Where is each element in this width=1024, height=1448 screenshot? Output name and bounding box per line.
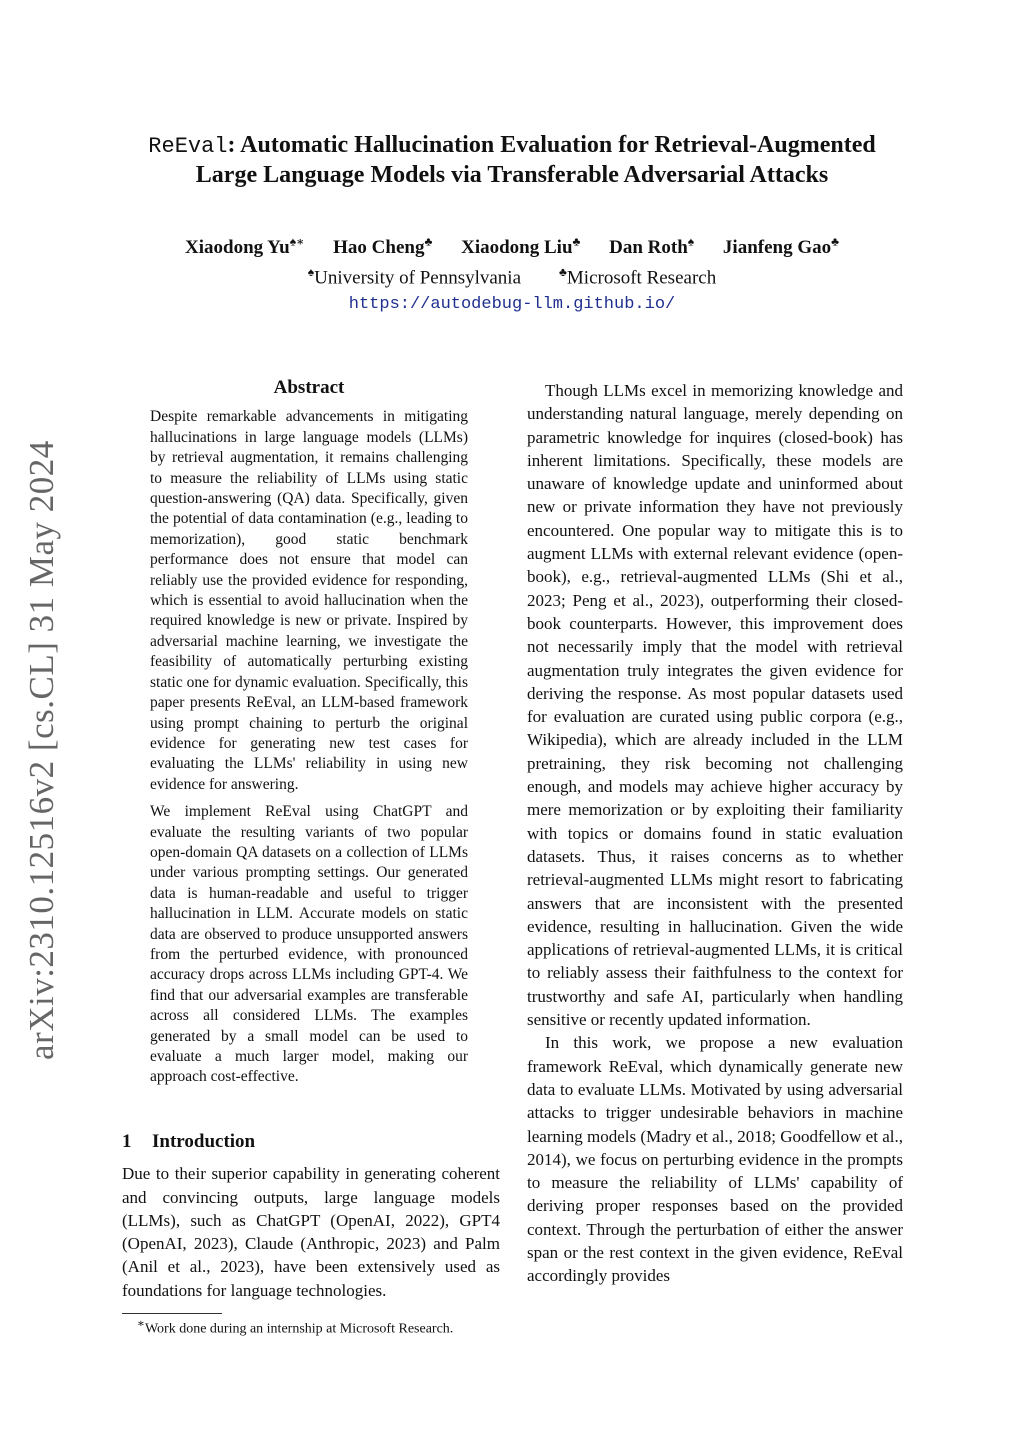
- affiliation-upenn: University of Pennsylvania: [314, 267, 522, 289]
- right-paragraph-2: In this work, we propose a new evaluation framework ReEval, which dynamically generate new data to evaluate LLMs. Motivated by using adversarial attacks to trigger undesirable behaviors in machine learning models (Madry et al., 2018; Goodfellow et al., 2014), we focus on perturbing evidence in the prompts to measure the reliability of LLMs' capability of deriving proper responses based on the provided context. Through the perturbation of either the answer span or the rest context in the given evidence, ReEval accordingly provides: [527, 1033, 903, 1286]
- author: Xiaodong Liu♣: [461, 235, 581, 259]
- footnote-rule: [122, 1313, 222, 1314]
- author: Hao Cheng♣: [333, 235, 433, 259]
- section-heading: [122, 1130, 500, 1153]
- footnote: [137, 1316, 453, 1338]
- author: Xiaodong Yu♠∗: [185, 235, 305, 259]
- author-names: [100, 230, 924, 260]
- section-number: 1: [122, 1131, 132, 1152]
- abstract-heading: Abstract: [273, 377, 345, 398]
- right-paragraph-1: Though LLMs excel in memorizing knowledge and understanding natural language, merely depending on parametric knowledge for inquires (closed-book) has inherent limitations. Specifically, these models are unaware of knowledge update and uninformed about new or private information they have not previously encountered. One popular way to mitigate this is to augment LLMs with external relevant evidence (open-book), e.g., retrieval-augmented LLMs (Shi et al., 2023; Peng et al., 2023), outperforming their closed-book counterparts. However, this improvement does not necessarily imply that the model with retrieval augmentation truly integrates the given evidence for deriving the response. As most popular datasets used for evaluation are curated using public corpora (e.g., Wikipedia), which are already included in the LLM pretraining, they risk becoming not challenging enough, and models may achieve higher accuracy by mere memorization or by exploiting their familiarity with topics or domains found in static evaluation datasets. Thus, it raises concerns as to whether retrieval-augmented LLMs might resort to fabricating answers that are inconsistent with the presented evidence, resulting in hallucination. Given the wide applications of retrieval-augmented LLMs, it is critical to reliably assess their faithfulness to the context for trustworthy and safe AI, particularly when handling sensitive or recently updated information.: [527, 381, 903, 1030]
- affiliation-microsoft: Microsoft Research: [566, 267, 717, 289]
- author: Jianfeng Gao♣: [722, 235, 839, 259]
- title-line-2: Large Language Models via Transferable Adversarial Attacks: [195, 162, 829, 188]
- affiliation-mark: ♠: [307, 265, 315, 280]
- title-line-1: : Automatic Hallucination Evaluation for Retrieval-Augmented: [227, 132, 876, 158]
- intro-paragraph-1: Due to their superior capability in generating coherent and convincing outputs, large language models (LLMs), such as ChatGPT (OpenAI, 2022), GPT4 (OpenAI, 2023), Claude (Anthropic, 2023) and Palm (Anil et al., 2023), have been extensively used as foundations for language technologies.: [122, 1164, 500, 1300]
- author-block: [100, 230, 924, 317]
- paper-title: [100, 131, 924, 190]
- right-column: [527, 379, 903, 1288]
- project-url-link[interactable]: https://autodebug-llm.github.io/: [348, 294, 676, 314]
- affiliation-mark: ♣: [559, 265, 567, 280]
- footnote-text: Work done during an internship at Microsoft Research.: [144, 1321, 454, 1337]
- abstract-section: [150, 378, 468, 1095]
- footnote-mark: ∗: [137, 1317, 145, 1330]
- author: Dan Roth♠: [609, 235, 695, 259]
- system-name: ReEval: [148, 134, 228, 159]
- abstract-paragraph-2: We implement ReEval using ChatGPT and evaluate the resulting variants of two popular open-domain QA datasets on a collection of LLMs under various prompting settings. Our generated data is human-readable and useful to trigger hallucination in LLM. Accurate models on static data are observed to produce unsupported answers from the perturbed evidence, with pronounced accuracy drops across LLMs including GPT-4. We find that our adversarial examples are transferable across all considered LLMs. The examples generated by a small model can be used to evaluate a much larger model, making our approach cost-effective.: [150, 803, 468, 1086]
- arxiv-identifier: arXiv:2310.12516v2 [cs.CL] 31 May 2024: [22, 440, 61, 1060]
- introduction-section: [122, 1130, 500, 1302]
- abstract-paragraph-1: Despite remarkable advancements in mitigating hallucinations in large language models (LLMs) by retrieval augmentation, it remains challenging to measure the reliability of LLMs using static question-answering (QA) data. Specifically, given the potential of data contamination (e.g., leading to memorization), good static benchmark performance does not ensure that model can reliably use the provided evidence for responding, which is essential to avoid hallucination when the required knowledge is new or private. Inspired by adversarial machine learning, we investigate the feasibility of automatically perturbing existing static one for dynamic evaluation. Specifically, this paper presents ReEval, an LLM-based framework using prompt chaining to perturb the original evidence for generating new test cases for evaluating the LLMs' reliability in using new evidence for answering.: [150, 408, 468, 793]
- section-title: Introduction: [152, 1131, 256, 1152]
- affiliations: [100, 260, 924, 290]
